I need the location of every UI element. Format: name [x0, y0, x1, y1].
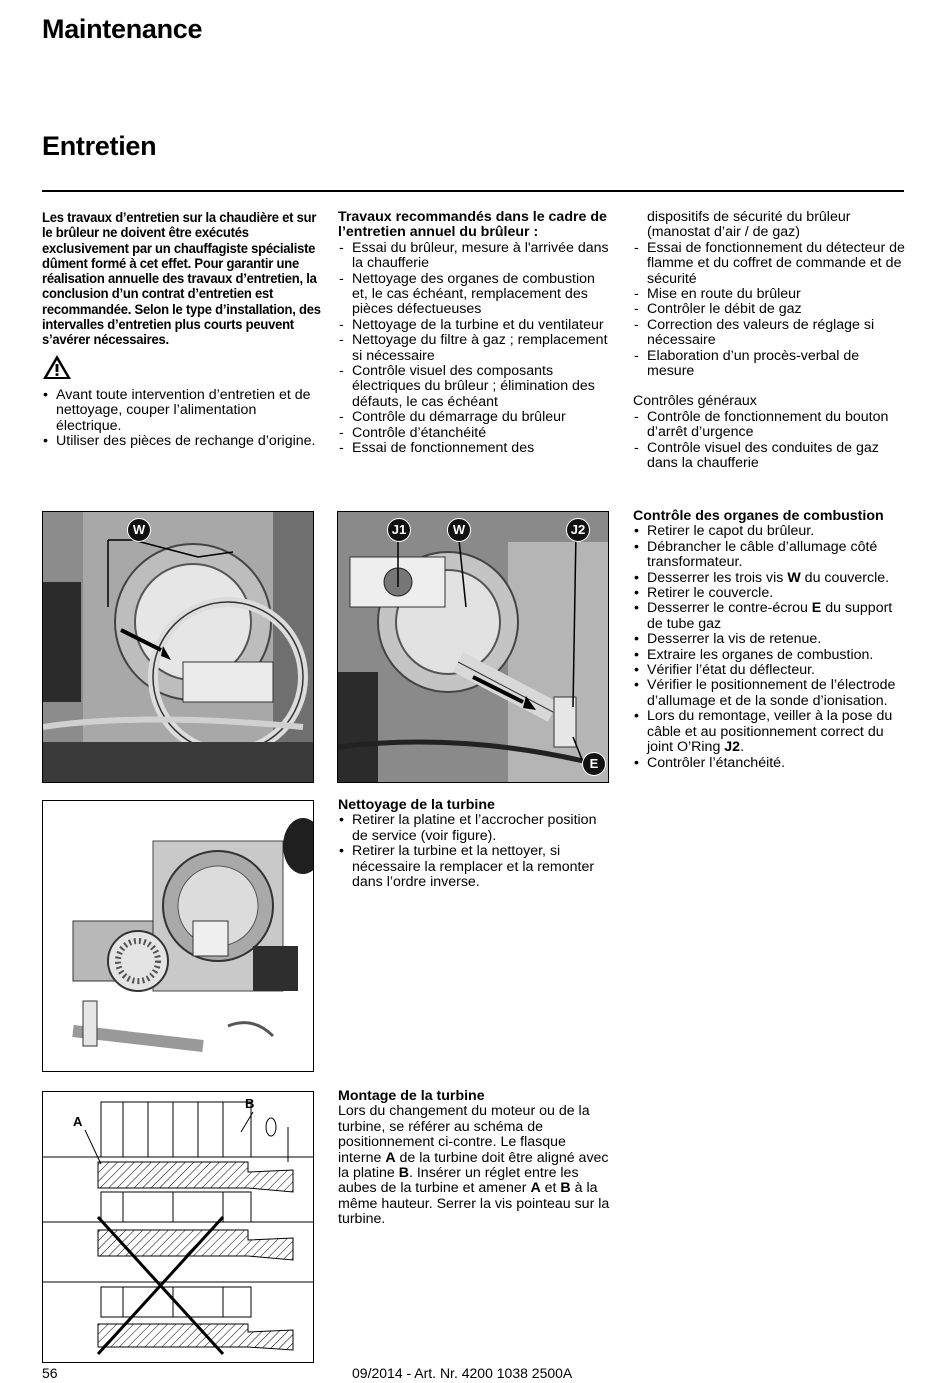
warning-triangle-icon — [42, 354, 72, 380]
list-item: - Contrôler le débit de gaz — [633, 302, 905, 317]
list-item: - Contrôle visuel des conduites de gaz dans la chaufferie — [633, 441, 905, 472]
list-item: • Desserrer la vis de retenue. — [633, 632, 905, 647]
list-item: - Contrôle de fonctionnement du bouton d’arrêt d’urgence — [633, 410, 905, 441]
callout-w: W — [127, 518, 151, 542]
list-item: • Contrôler l’étanchéité. — [633, 756, 905, 771]
list-item: - Contrôle visuel des composants électriques du brûleur ; élimination des défauts, le cas échéant — [338, 364, 610, 410]
list-item: - Contrôle du démarrage du brûleur — [338, 410, 610, 425]
combustion-check-section — [633, 509, 905, 771]
list-item: - Essai du brûleur, mesure à l'arrivée dans la chaufferie — [338, 241, 610, 272]
list-item: • Desserrer le contre-écrou E du support de tube gaz — [633, 601, 905, 632]
figure-burner-cover — [42, 511, 314, 783]
safety-bullet-list — [42, 388, 320, 450]
combustion-check-heading: Contrôle des organes de combustion — [633, 508, 884, 524]
list-item: - Nettoyage des organes de combustion et, le cas échéant, remplacement des pièces défectueuses — [338, 272, 610, 318]
turbine-cleaning-list — [338, 813, 610, 890]
page-number: 56 — [42, 1365, 58, 1381]
list-item: • Retirer le couvercle. — [633, 586, 905, 601]
list-item: • Lors du remontage, veiller à la pose du câble et au positionnement correct du joint O’Ring J2. — [633, 709, 905, 755]
list-item: - Nettoyage de la turbine et du ventilateur — [338, 318, 610, 333]
turbine-mounting-heading: Montage de la turbine — [338, 1088, 485, 1104]
callout-j1: J1 — [387, 518, 411, 542]
list-item: • Extraire les organes de combustion. — [633, 648, 905, 663]
turbine-cleaning-section — [338, 798, 610, 890]
label-b: B — [245, 1096, 255, 1111]
document-reference: 09/2014 - Art. Nr. 4200 1038 2500A — [352, 1365, 573, 1381]
list-item: - Essai de fonctionnement des — [338, 441, 610, 456]
list-item: - Mise en route du brûleur — [633, 287, 905, 302]
general-checks-heading: Contrôles généraux — [633, 393, 757, 410]
figure-turbine-service — [42, 800, 314, 1072]
list-item: • Retirer la platine et l’accrocher position de service (voir figure). — [338, 813, 610, 844]
recommended-work-heading: Travaux recommandés dans le cadre de l’entretien annuel du brûleur : — [338, 209, 607, 241]
figure-turbine-alignment — [42, 1091, 314, 1363]
turbine-mounting-section — [338, 1089, 610, 1228]
callout-w: W — [447, 518, 471, 542]
general-checks-list — [633, 410, 905, 472]
intro-paragraph: Les travaux d’entretien sur la chaudière et sur le brûleur ne doivent être exécutés exclusivement par un chauffagiste spécialiste dûment formé à cet effet. Pour garantir une réalisation annuelle des travaux d’entretien, la conclusion d’un contrat d’entretien est recommandée. Selon le type d’installation, des intervalles d’entretien plus courts peuvent s’avérer nécessaires. — [42, 209, 321, 348]
column-recommended-work-cont — [633, 210, 905, 472]
turbine-alignment-diagram — [43, 1092, 313, 1362]
list-item: • Débrancher le câble d’allumage côté transformateur. — [633, 540, 905, 571]
column-intro — [42, 210, 320, 450]
recommended-work-list — [338, 241, 610, 457]
section-title: Entretien — [42, 131, 157, 161]
figure-combustion-head — [337, 511, 609, 783]
horizontal-rule — [42, 190, 904, 192]
turbine-cleaning-heading: Nettoyage de la turbine — [338, 797, 495, 813]
list-item: - Elaboration d’un procès-verbal de mesure — [633, 349, 905, 380]
list-item: • Retirer le capot du brûleur. — [633, 524, 905, 539]
combustion-head-illustration — [338, 512, 608, 782]
list-continuation: dispositifs de sécurité du brûleur (manostat d’air / de gaz) — [647, 209, 851, 241]
label-a: A — [73, 1114, 83, 1129]
list-item: • Utiliser des pièces de rechange d’origine. — [42, 434, 320, 449]
list-item: - Contrôle d’étanchéité — [338, 426, 610, 441]
callout-j2: J2 — [566, 518, 590, 542]
turbine-mounting-paragraph: Lors du changement du moteur ou de la turbine, se référer au schéma de positionnement ci-contre. Le flasque interne A de la turbine doit être aligné avec la platine B. Insérer un réglet entre les aubes de la turbine et amener A et B à la même hauteur. Serrer la vis pointeau sur la turbine. — [338, 1103, 610, 1228]
list-item: - Essai de fonctionnement du détecteur de flamme et du coffret de commande et de sécurité — [633, 241, 905, 287]
list-item: • Vérifier l’état du déflecteur. — [633, 663, 905, 678]
list-item: - Nettoyage du filtre à gaz ; remplacement si nécessaire — [338, 333, 610, 364]
turbine-service-illustration — [43, 801, 313, 1071]
list-item: • Vérifier le positionnement de l’électrode d’allumage et de la sonde d’ionisation. — [633, 678, 905, 709]
list-item: • Avant toute intervention d’entretien et de nettoyage, couper l’alimentation électrique. — [42, 388, 320, 434]
recommended-work-list-cont — [633, 241, 905, 380]
callout-e: E — [582, 752, 606, 776]
burner-cover-illustration — [43, 512, 313, 782]
list-item: • Retirer la turbine et la nettoyer, si nécessaire la remplacer et la remonter dans l’ordre inverse. — [338, 844, 610, 890]
combustion-check-list — [633, 524, 905, 771]
column-recommended-work — [338, 210, 610, 457]
page-title: Maintenance — [42, 14, 203, 44]
list-item: • Desserrer les trois vis W du couvercle. — [633, 571, 905, 586]
list-item: - Correction des valeurs de réglage si nécessaire — [633, 318, 905, 349]
